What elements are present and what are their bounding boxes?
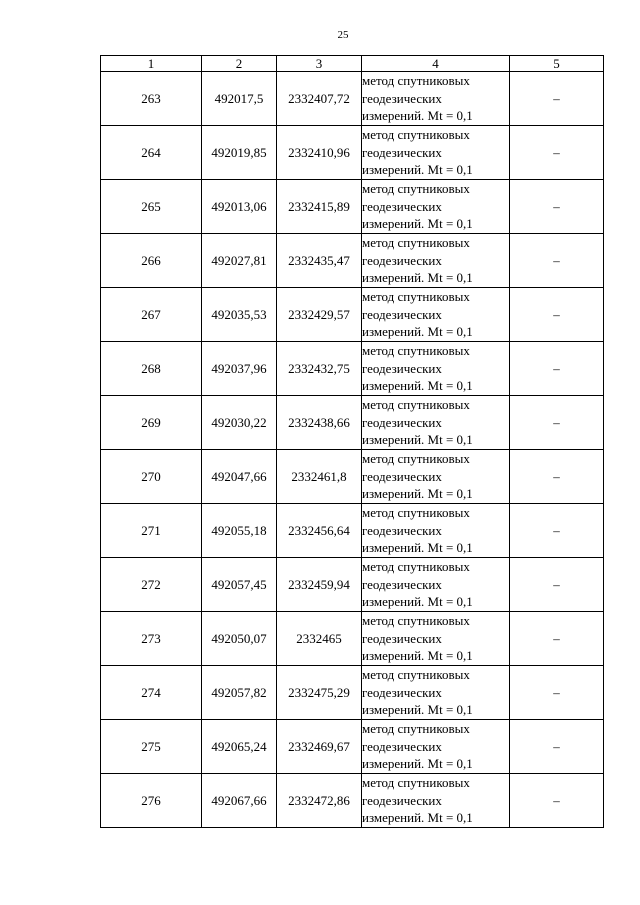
method-line: геодезических [362, 684, 442, 700]
method-line: метод спутниковых [362, 289, 470, 305]
method-line: геодезических [362, 144, 442, 160]
method-line: геодезических [362, 198, 442, 214]
x-coordinate-cell: 492027,81 [202, 234, 277, 288]
note-cell: – [510, 288, 604, 342]
method-line: геодезических [362, 630, 442, 646]
x-coordinate-cell: 492037,96 [202, 342, 277, 396]
table-row [101, 720, 604, 774]
x-coordinate-cell: 492050,07 [202, 612, 277, 666]
note-cell: – [510, 504, 604, 558]
method-line: метод спутниковых [362, 343, 470, 359]
method-line: измерений. Mt = 0,1 [362, 756, 473, 772]
y-coordinate-cell: 2332410,96 [277, 126, 362, 180]
method-line: измерений. Mt = 0,1 [362, 432, 473, 448]
method-line: геодезических [362, 414, 442, 430]
method-line: геодезических [362, 306, 442, 322]
method-line: измерений. Mt = 0,1 [362, 540, 473, 556]
y-coordinate-cell: 2332456,64 [277, 504, 362, 558]
method-cell [362, 180, 510, 234]
note-cell: – [510, 612, 604, 666]
method-line: метод спутниковых [362, 235, 470, 251]
note-cell: – [510, 774, 604, 828]
y-coordinate-cell: 2332432,75 [277, 342, 362, 396]
y-coordinate-cell: 2332415,89 [277, 180, 362, 234]
note-cell: – [510, 396, 604, 450]
method-line: геодезических [362, 468, 442, 484]
y-coordinate-cell: 2332461,8 [277, 450, 362, 504]
y-coordinate-cell: 2332438,66 [277, 396, 362, 450]
method-cell [362, 234, 510, 288]
method-line: геодезических [362, 90, 442, 106]
method-cell [362, 720, 510, 774]
method-line: измерений. Mt = 0,1 [362, 594, 473, 610]
method-line: геодезических [362, 792, 442, 808]
method-line: метод спутниковых [362, 775, 470, 791]
point-number-cell: 276 [101, 774, 202, 828]
table-row [101, 342, 604, 396]
method-line: геодезических [362, 360, 442, 376]
method-line: метод спутниковых [362, 397, 470, 413]
x-coordinate-cell: 492057,45 [202, 558, 277, 612]
method-line: метод спутниковых [362, 181, 470, 197]
method-line: измерений. Mt = 0,1 [362, 648, 473, 664]
point-number-cell: 274 [101, 666, 202, 720]
header-row [101, 56, 604, 72]
method-line: метод спутниковых [362, 127, 470, 143]
header-col-5: 5 [510, 56, 604, 72]
point-number-cell: 275 [101, 720, 202, 774]
method-cell [362, 450, 510, 504]
y-coordinate-cell: 2332469,67 [277, 720, 362, 774]
point-number-cell: 263 [101, 72, 202, 126]
note-cell: – [510, 342, 604, 396]
method-cell [362, 342, 510, 396]
method-cell [362, 288, 510, 342]
x-coordinate-cell: 492013,06 [202, 180, 277, 234]
table-row [101, 558, 604, 612]
x-coordinate-cell: 492030,22 [202, 396, 277, 450]
note-cell: – [510, 450, 604, 504]
note-cell: – [510, 558, 604, 612]
y-coordinate-cell: 2332475,29 [277, 666, 362, 720]
method-cell [362, 666, 510, 720]
note-cell: – [510, 126, 604, 180]
header-col-3: 3 [277, 56, 362, 72]
y-coordinate-cell: 2332435,47 [277, 234, 362, 288]
table-row [101, 396, 604, 450]
point-number-cell: 271 [101, 504, 202, 558]
table-row [101, 774, 604, 828]
method-line: измерений. Mt = 0,1 [362, 810, 473, 826]
method-line: измерений. Mt = 0,1 [362, 162, 473, 178]
point-number-cell: 264 [101, 126, 202, 180]
method-line: измерений. Mt = 0,1 [362, 702, 473, 718]
method-line: геодезических [362, 738, 442, 754]
table-row [101, 180, 604, 234]
note-cell: – [510, 666, 604, 720]
y-coordinate-cell: 2332407,72 [277, 72, 362, 126]
point-number-cell: 267 [101, 288, 202, 342]
point-number-cell: 270 [101, 450, 202, 504]
x-coordinate-cell: 492047,66 [202, 450, 277, 504]
method-line: измерений. Mt = 0,1 [362, 486, 473, 502]
x-coordinate-cell: 492035,53 [202, 288, 277, 342]
table-row [101, 612, 604, 666]
note-cell: – [510, 234, 604, 288]
method-line: измерений. Mt = 0,1 [362, 270, 473, 286]
table-row [101, 234, 604, 288]
x-coordinate-cell: 492067,66 [202, 774, 277, 828]
method-cell [362, 558, 510, 612]
x-coordinate-cell: 492019,85 [202, 126, 277, 180]
note-cell: – [510, 720, 604, 774]
method-line: геодезических [362, 522, 442, 538]
method-line: измерений. Mt = 0,1 [362, 378, 473, 394]
method-line: метод спутниковых [362, 559, 470, 575]
point-number-cell: 272 [101, 558, 202, 612]
method-cell [362, 504, 510, 558]
table-row [101, 126, 604, 180]
method-cell [362, 72, 510, 126]
method-line: метод спутниковых [362, 721, 470, 737]
header-col-2: 2 [202, 56, 277, 72]
method-line: метод спутниковых [362, 451, 470, 467]
method-cell [362, 126, 510, 180]
table-row [101, 450, 604, 504]
table-body [101, 72, 604, 828]
x-coordinate-cell: 492065,24 [202, 720, 277, 774]
method-cell [362, 774, 510, 828]
x-coordinate-cell: 492017,5 [202, 72, 277, 126]
y-coordinate-cell: 2332472,86 [277, 774, 362, 828]
table-row [101, 666, 604, 720]
point-number-cell: 265 [101, 180, 202, 234]
method-line: геодезических [362, 576, 442, 592]
method-line: метод спутниковых [362, 505, 470, 521]
method-line: геодезических [362, 252, 442, 268]
table-row [101, 504, 604, 558]
note-cell: – [510, 72, 604, 126]
method-line: метод спутниковых [362, 613, 470, 629]
point-number-cell: 273 [101, 612, 202, 666]
method-line: метод спутниковых [362, 73, 470, 89]
note-cell: – [510, 180, 604, 234]
point-number-cell: 268 [101, 342, 202, 396]
method-cell [362, 396, 510, 450]
y-coordinate-cell: 2332429,57 [277, 288, 362, 342]
point-number-cell: 269 [101, 396, 202, 450]
y-coordinate-cell: 2332465 [277, 612, 362, 666]
y-coordinate-cell: 2332459,94 [277, 558, 362, 612]
header-col-4: 4 [362, 56, 510, 72]
coordinates-table [100, 55, 604, 828]
method-line: измерений. Mt = 0,1 [362, 216, 473, 232]
table-row [101, 72, 604, 126]
point-number-cell: 266 [101, 234, 202, 288]
table-header [101, 56, 604, 72]
header-col-1: 1 [101, 56, 202, 72]
x-coordinate-cell: 492057,82 [202, 666, 277, 720]
method-cell [362, 612, 510, 666]
x-coordinate-cell: 492055,18 [202, 504, 277, 558]
page-number: 25 [337, 29, 349, 41]
table-row [101, 288, 604, 342]
method-line: измерений. Mt = 0,1 [362, 324, 473, 340]
method-line: метод спутниковых [362, 667, 470, 683]
method-line: измерений. Mt = 0,1 [362, 108, 473, 124]
